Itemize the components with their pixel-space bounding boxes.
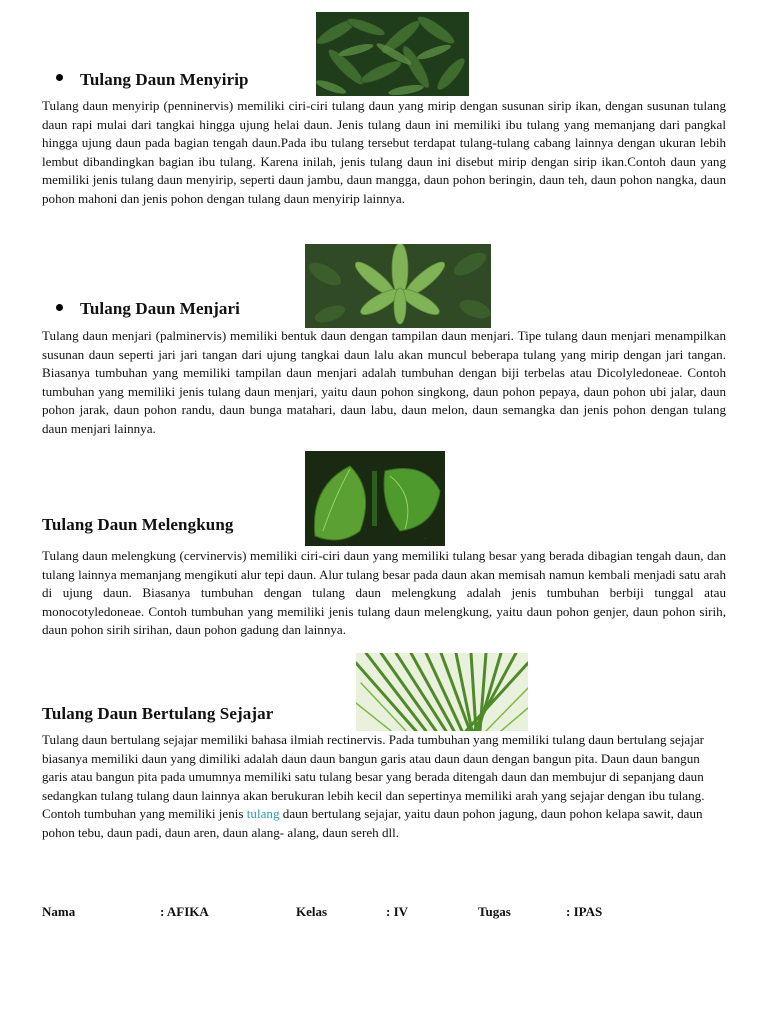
- bullet-icon: [56, 74, 63, 81]
- curved-leaf-photo: [305, 451, 445, 546]
- svg-text:.: .: [425, 535, 427, 540]
- curved-leaf-illustration: [305, 451, 445, 546]
- tugas-label: Tugas: [478, 904, 511, 919]
- kelas-value: : IV: [386, 904, 409, 919]
- bullet-icon: [56, 304, 63, 311]
- paragraph-text: daun bertulang sejajar, yaitu daun pohon jagung, daun pohon kelapa sawit, daun pohon tebu, daun padi, daun aren, daun alang- alang, daun sereh dll.: [42, 806, 703, 840]
- section-paragraph-sejajar: [42, 731, 726, 842]
- tugas-value: : IPAS: [566, 904, 603, 919]
- paragraph-text: Tulang daun bertulang sejajar memiliki bahasa ilmiah rectinervis. Pada tumbuhan yang memiliki tulang daun bertulang sejajar biasanya memiliki daun yang dimiliki adalah daun daun bangun garis atau daun daun dengan bangun pita. Daun daun bangun garis atau bangun pita pada umumnya memiliki satu tulang besar yang berada ditengah daun dan membujur di sepanjang daun sedangkan tulang tulang daun lainnya akan berukuran lebih kecil dan sepertinya memiliki arah yang sejajar dengan ibu tulang. Contoh tumbuhan yang memiliki jenis: [42, 732, 705, 821]
- section-title-menjari: Tulang Daun Menjari: [80, 299, 240, 318]
- section-paragraph-melengkung: Tulang daun melengkung (cervinervis) memiliki ciri-ciri daun yang memiliki tulang besar yang berada dibagian tengah daun, dan tulang lainnya memanjang mengikuti alur tepi daun. Alur tulang besar pada daun akan memisah namun kembali menjadi satu arah di ujung daun. Biasanya tumbuhan dengan tulang daun melengkung adalah jenis tumbuhan berbiji tunggal atau monocotyledoneae. Contoh tumbuhan yang memiliki jenis tulang daun melengkung, yaitu daun pohon genjer, daun pohon sirih, daun pohon sirih sirihan, daun pohon gadung dan lainnya.: [42, 548, 726, 637]
- section-title-menyirip: Tulang Daun Menyirip: [80, 70, 249, 89]
- section-paragraph-menyirip: Tulang daun menyirip (penninervis) memiliki ciri-ciri tulang daun yang mirip dengan susunan sirip ikan, dengan susunan tulang daun rapi mulai dari tangkai hingga ujung helai daun. Jenis tulang daun ini memiliki ibu tulang yang memanjang dari pangkal hingga ujung daun pada bagian tengah daun.Pada ibu tulang tersebut terdapat tulang-tulang cabang lainnya dengan ukuran lebih lembut dibandingkan bagian ibu tulang. Karena inilah, jenis tulang daun ini disebut mirip dengan sirip ikan.Contoh daun yang memiliki jenis tulang daun menyirip, seperti daun jambu, daun mangga, daun pohon beringin, daun teh, daun pohon nangka, daun pohon mahoni dan jenis pohon dengan tulang daun menyirip lainnya.: [42, 98, 726, 206]
- pinnate-leaf-illustration: [316, 12, 469, 96]
- parallel-leaf-illustration: [356, 653, 528, 731]
- section-title-melengkung: Tulang Daun Melengkung: [42, 515, 234, 534]
- pinnate-leaf-photo: [316, 12, 469, 96]
- tulang-link[interactable]: tulang: [246, 806, 280, 821]
- palmate-leaf-illustration: [305, 244, 491, 328]
- nama-value: : AFIKA: [160, 904, 209, 919]
- section-paragraph-menjari: Tulang daun menjari (palminervis) memiliki bentuk daun dengan tampilan daun menjari. Tipe tulang daun menjari menampilkan susunan daun seperti jari jari tangan dari ujung tangkai daun lalu akan muncul beberapa tulang yang mirip dengan jari tangan. Biasanya tumbuhan yang memiliki tampilan daun menjari adalah tumbuhan dengan biji terbelas atau Dicolyledoneae. Contoh tumbuhan yang memiliki jenis tulang daun menjari, yaitu daun pohon singkong, daun pohon pepaya, daun pohon ubi jalar, daun pohon jarak, daun pohon randu, daun bunga matahari, daun labu, daun melon, daun semangka dan jenis pohon dengan tulang daun menjari lainnya.: [42, 328, 726, 436]
- nama-label: Nama: [42, 904, 76, 919]
- kelas-label: Kelas: [296, 904, 328, 919]
- section-title-sejajar: Tulang Daun Bertulang Sejajar: [42, 704, 274, 723]
- parallel-leaf-photo: [356, 653, 528, 731]
- palmate-leaf-photo: [305, 244, 491, 328]
